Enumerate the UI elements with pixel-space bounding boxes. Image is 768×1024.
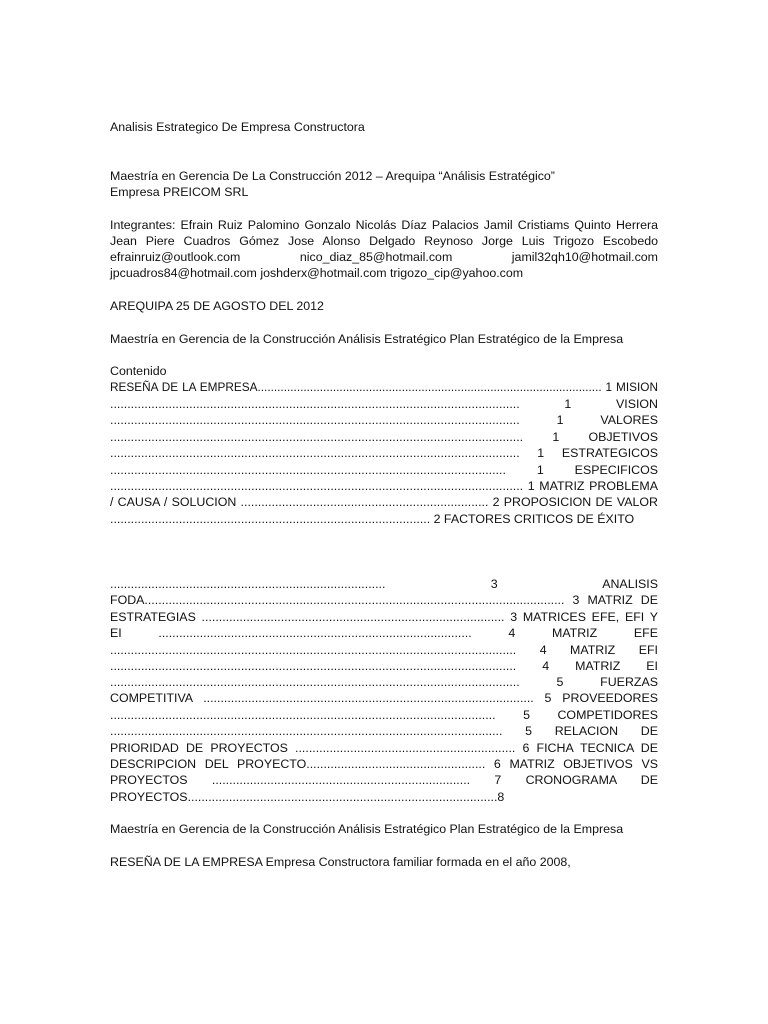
members-line: Jean Piere Cuadros Gómez Jose Alonso Delgado Reynoso Jorge Luis Trigozo Escobedo	[110, 234, 658, 248]
document-title: Analisis Estrategico De Empresa Constructora	[110, 120, 365, 134]
toc-line: ........................................................................................................................ 1 OBJETIVOS	[110, 430, 658, 444]
company-name: Empresa PREICOM SRL	[110, 185, 249, 199]
emails-line: jpcuadros84@hotmail.com joshderx@hotmail.com trigozo_cip@yahoo.com	[110, 266, 524, 280]
toc-line: ESTRATEGIAS ........................................................................................ 3 MATRICES EFE, EFI Y	[110, 610, 658, 624]
toc-line: EI ........................................................................................... 4 MATRIZ EFE	[110, 626, 658, 640]
toc-line: ............................................................................................. 2 FACTORES CRITICOS DE ÉXITO	[110, 512, 635, 526]
toc-line: PROYECTOS..........................................................................................8	[110, 790, 505, 804]
members-line: Integrantes: Efrain Ruiz Palomino Gonzalo Nicolás Díaz Palacios Jamil Cristiams Quinto Herrera	[110, 218, 658, 232]
toc-line: ........................................................................................................................ 1 MATRIZ PROBLEMA	[110, 479, 658, 493]
body-paragraph: RESEÑA DE LA EMPRESA Empresa Constructora familiar formada en el año 2008,	[110, 855, 571, 869]
section-heading: Maestría en Gerencia de la Construcción Análisis Estratégico Plan Estratégico de la Empresa	[110, 822, 624, 836]
toc-line: DESCRIPCION DEL PROYECTO.................................................... 6 MATRIZ OBJETIVOS VS	[110, 757, 658, 771]
toc-line: PROYECTOS ........................................................................... 7 CRONOGRAMA DE	[110, 773, 658, 787]
subtitle-line: Maestría en Gerencia De La Construcción 2012 – Arequipa “Análisis Estratégico”	[110, 169, 555, 183]
toc-line: ...................................................................................................................... 4 MATRIZ EFI	[110, 643, 658, 657]
toc-line: ....................................................................................................................... 1 VALORES	[110, 413, 658, 427]
toc-line: ................................................................................................................... 1 ESPECIFICOS	[110, 463, 658, 477]
toc-line: ....................................................................................................................... 1 ESTRATEGICOS	[110, 446, 658, 460]
date-line: AREQUIPA 25 DE AGOSTO DEL 2012	[110, 299, 324, 313]
toc-line: ....................................................................................................................... 1 VISION	[110, 397, 658, 411]
toc-line: ....................................................................................................................... 5 FUERZAS	[110, 675, 658, 689]
toc-line: PRIORIDAD DE PROYECTOS ................................................................ 6 FICHA TECNICA DE	[110, 741, 658, 755]
section-heading: Maestría en Gerencia de la Construcción Análisis Estratégico Plan Estratégico de la Empresa	[110, 332, 624, 346]
toc-line: COMPETITIVA ................................................................................................ 5 PROVEEDORES	[110, 691, 658, 705]
toc-line: FODA.......................................................................................................................... 3 MATRIZ DE	[110, 593, 658, 607]
emails-line: efrainruiz@outlook.com nico_diaz_85@hotmail.com jamil32qh10@hotmail.com	[110, 250, 658, 264]
contents-label: Contenido	[110, 364, 167, 378]
toc-line: ................................................................................................................ 5 COMPETIDORES	[110, 708, 658, 722]
toc-line: / CAUSA / SOLUCION ........................................................................ 2 PROPOSICION DE VALOR	[110, 495, 658, 509]
toc-line: .................................................................................................................. 5 RELACION DE	[110, 724, 658, 738]
toc-line: ...................................................................................................................... 4 MATRIZ EI	[110, 659, 658, 673]
toc-line: RESEÑA DE LA EMPRESA......................................................................................................... 1 MISION	[110, 380, 658, 394]
toc-line: ................................................................................ 3 ANALISIS	[110, 577, 658, 591]
